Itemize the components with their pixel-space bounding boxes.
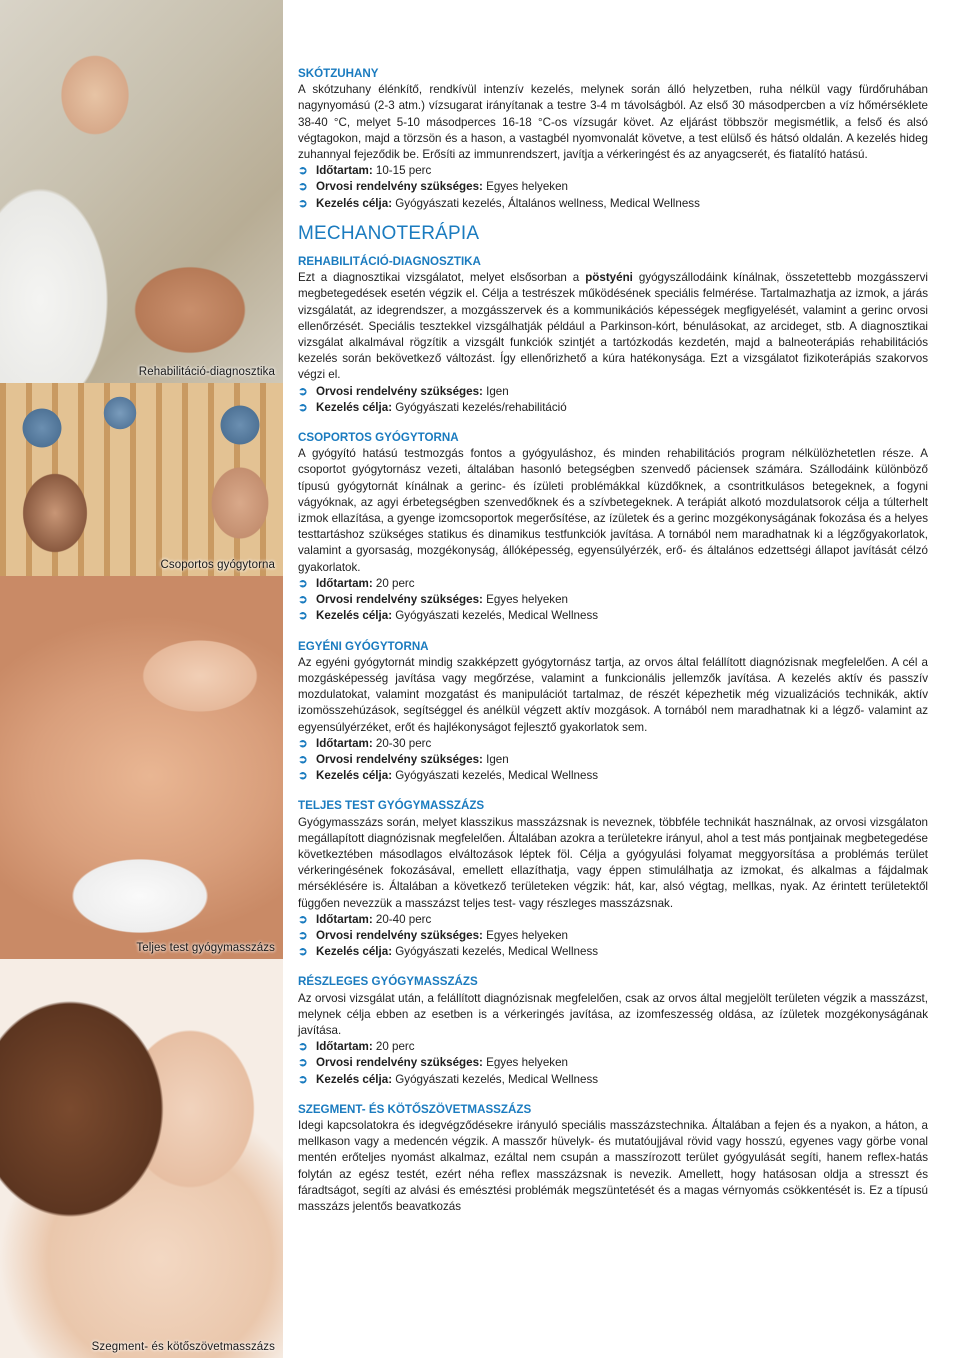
section-text: Az egyéni gyógytornát mindig szakképzett gyógytornász tartja, az orvos által felállított diagnózisnak megfelelően. A cél a mozgásképesség javítása vagy megőrzése, valamint a funkcionális jellemzők javítása. A kezelés aktív és passzív mozdulatokat, valamint mozgatást és manipulációt tartalmaz, de részét képezhetik még vizualizációs technikák, aktív izomösszehúzások, segítséggel és anélkül végzett aktív mozgások. A tornából nem maradhatnak ki a légző- valamint az egyensúlyérzéket, erőt és hajlékonyságot fejlesztő gyakorlatok sem. — [298, 655, 928, 734]
section-egyeni — [298, 639, 928, 785]
bullet-item: ➲ Időtartam: 20 perc — [298, 576, 928, 592]
arrow-right-icon: ➲ — [298, 196, 308, 210]
bullet-item: ➲ Orvosi rendelvény szükséges: Egyes helyeken — [298, 179, 928, 195]
section-szegment — [298, 1102, 928, 1215]
bullet-item: ➲ Kezelés célja: Gyógyászati kezelés, Medical Wellness — [298, 944, 928, 960]
bullet-item: ➲ Kezelés célja: Gyógyászati kezelés, Medical Wellness — [298, 608, 928, 624]
bullet-item: ➲ Orvosi rendelvény szükséges: Egyes helyeken — [298, 1055, 928, 1071]
photo-segment-massage — [0, 959, 283, 1358]
arrow-right-icon: ➲ — [298, 928, 308, 942]
bullet-item: ➲ Kezelés célja: Gyógyászati kezelés, Medical Wellness — [298, 768, 928, 784]
arrow-right-icon: ➲ — [298, 180, 308, 194]
bullet-list — [298, 1039, 928, 1088]
bullet-list — [298, 163, 928, 212]
bullet-list — [298, 736, 928, 785]
chapter-title: MECHANOTERÁPIA — [298, 222, 480, 244]
photo-caption: Csoportos gyógytorna — [160, 559, 275, 571]
photo-caption: Teljes test gyógymasszázs — [136, 942, 275, 954]
section-reszleges — [298, 974, 928, 1087]
photo-group-exercise — [0, 383, 283, 576]
bullet-item: ➲ Orvosi rendelvény szükséges: Igen — [298, 752, 928, 768]
bullet-item: ➲ Orvosi rendelvény szükséges: Egyes helyeken — [298, 592, 928, 608]
section-text: A skótzuhany élénkítő, rendkívül intenzív kezelés, melynek során álló helyzetben, ruha nélkül vagy fürdőruhában nagynyomású (2-3 atm.) vízsugarat irányítanak a testre 3-4 m távolságból. Az első 30 másodpercben a víz hőmérséklete 38-40 °C, melyet 5-10 másodperces 16-18 °C-os vízsugár követ. Az eljárást többször megismétlik, a felső és alsó végtagokon, majd a törzsön és a hason, a vastagbél nyomvonalát követve, a test elülső és hátsó oldalán. A kezelés hideg zuhannyal fejeződik be. Erősíti az immunrendszert, javítja a vérkeringést és az anyagcserét, és fiatalító hatású. — [298, 83, 928, 162]
arrow-right-icon: ➲ — [298, 384, 308, 398]
arrow-right-icon: ➲ — [298, 164, 308, 178]
section-rehab — [298, 254, 928, 416]
arrow-right-icon: ➲ — [298, 1056, 308, 1070]
arrow-right-icon: ➲ — [298, 1040, 308, 1054]
section-text: Idegi kapcsolatokra és idegvégződésekre irányuló speciális masszázstechnika. Általában a fejen és a nyakon, a háton, a mellkason vagy a medencén végzik. A masszőr hüvelyk- és mutatóujjával rövid vagy hosszú, egyenes vagy görbe vonal mentén erőteljes nyomást alkalmaz, ezáltal nem csupán a masszírozott terület gyógyulását segíti, hanem reflex-hatás folytán az egész testét, ezért néha reflex masszázsnak is nevezik. Amellett, hogy hatásosan oldja a stresszt és fáradtságot, segíti az alvási és emésztési problémák megszüntetését és a magas vérnyomás csökkentését is. Ez a típusú masszázs jelentős beavatkozás — [298, 1118, 928, 1213]
arrow-right-icon: ➲ — [298, 736, 308, 750]
bullet-list — [298, 912, 928, 961]
section-text: Gyógymasszázs során, melyet klasszikus masszázsnak is neveznek, többféle technikát használnak, az orvosi vizsgálaton megállapított diagnózisnak megfelelően. Általában azokra a területekre irányul, ahol a test más pontjainak megbetegedése következtében másodlagos elváltozások léptek föl. Célja a gyógyulási folyamat meggyorsítása a problémás terület vérkeringésének fokozásával, emellett ellazíthatja, vagy éppen stimulálhatja az izmokat, és alkalmas a fájdalmak mérséklésére is. Általában a következő területeken végzik: hát, kar, alsó végtag, mellkas, nyak. Az érintett területektől függően nevezzük a masszázst teljes test- vagy részleges masszázsnak. — [298, 815, 928, 910]
arrow-right-icon: ➲ — [298, 576, 308, 590]
photo-rehabilitation — [0, 0, 283, 383]
section-csoportos — [298, 430, 928, 624]
bullet-item: ➲ Időtartam: 20-30 perc — [298, 736, 928, 752]
section-text: Az orvosi vizsgálat után, a felállított diagnózisnak megfelelően, csak az orvos által megjelölt területen végzik a masszázst, melynek célja ebben az esetben is a vérkeringés javítása, az izomfeszesség oldása, az ízületek mozgékonyságának javítása. — [298, 991, 928, 1037]
section-title: REHABILITÁCIÓ-DIAGNOSZTIKA — [298, 255, 481, 269]
section-title: RÉSZLEGES GYÓGYMASSZÁZS — [298, 975, 478, 989]
photo-full-body-massage — [0, 576, 283, 959]
section-text: Ezt a diagnosztikai vizsgálatot, melyet elsősorban a pöstyéni gyógyszállodáink kínálnak, összetettebb mozgásszervi megbetegedések esetén végzik el. Célja a testrészek működésének speciális felmérése. Tartalmazhatja az izmok, a járás vizsgálatát, az idegrendszer, a mozgásszervek és a kommunikációs képességek megfigyelését, valamint a gerinc orvosi ellenőrzését. Speciális tesztekkel vizsgálhatják például a Parkinson-kórt, bénulásokat, az arcideget, stb. A diagnosztikai vizsgálat alkalmával rögzítik a vizsgált funkciók szintjét a tartózkodás kezdetén, majd a balneoterápiás rehabilitációs kezelés során bekövetkező változást. Így ellenőrizhető a kúra hatékonysága. Ezt a vizsgálatot fizikoterápiás szakorvos végzi el. — [298, 271, 928, 382]
arrow-right-icon: ➲ — [298, 912, 308, 926]
bullet-item: ➲ Kezelés célja: Gyógyászati kezelés, Medical Wellness — [298, 1072, 928, 1088]
bullet-list — [298, 576, 928, 625]
photo-caption: Szegment- és kötőszövetmasszázs — [91, 1341, 275, 1353]
content-column — [298, 66, 928, 1229]
section-title: SKÓTZUHANY — [298, 67, 379, 80]
section-skotzuhany — [298, 66, 928, 212]
section-title: SZEGMENT- ÉS KÖTŐSZÖVETMASSZÁZS — [298, 1102, 532, 1116]
section-teljes — [298, 798, 928, 960]
bullet-item: ➲ Időtartam: 20 perc — [298, 1039, 928, 1055]
bullet-item: ➲ Orvosi rendelvény szükséges: Igen — [298, 384, 928, 400]
section-text: A gyógyító hatású testmozgás fontos a gyógyuláshoz, és minden rehabilitációs program nélkülözhetetlen része. A csoportot gyógytornász vezeti, általában hasonló betegségben szenvedő páciensek számára. Szállodáink különböző típusú gyógytornát kínálnak a gerinc- és ízületi problémákkal küzdőknek, a csontritkulásos betegeknek, a fogyni vágyóknak, az agyi érbetegségben szenvedőknek és a szívbetegeknek. A terápiát alkotó mozdulatsorok célja a túlterhelt izmok ellazítása, a gyenge izomcsoportok megerősítése, az ízületek és a gerinc mozgékonyságának fokozása és a helyes testtartáshoz szükséges statikus és dinamikus testfunkciók javítása. A tornából nem maradhatnak ki a légzőgyakorlatok, valamint a gyorsaság, mozgékonyság, állóképesség, egyensúlyérzék, erő- és általános edzettségi állapot javítását célzó gyakorlatok. — [298, 447, 928, 574]
arrow-right-icon: ➲ — [298, 593, 308, 607]
section-title: EGYÉNI GYÓGYTORNA — [298, 639, 429, 653]
arrow-right-icon: ➲ — [298, 400, 308, 414]
section-title: CSOPORTOS GYÓGYTORNA — [298, 431, 459, 445]
arrow-right-icon: ➲ — [298, 752, 308, 766]
arrow-right-icon: ➲ — [298, 769, 308, 783]
arrow-right-icon: ➲ — [298, 1072, 308, 1086]
bullet-item: ➲ Kezelés célja: Gyógyászati kezelés/rehabilitáció — [298, 400, 928, 416]
bullet-item: ➲ Időtartam: 20-40 perc — [298, 912, 928, 928]
bullet-item: ➲ Kezelés célja: Gyógyászati kezelés, Általános wellness, Medical Wellness — [298, 196, 928, 212]
section-title: TELJES TEST GYÓGYMASSZÁZS — [298, 799, 485, 813]
bullet-item: ➲ Időtartam: 10-15 perc — [298, 163, 928, 179]
bullet-item: ➲ Orvosi rendelvény szükséges: Egyes helyeken — [298, 928, 928, 944]
bullet-list — [298, 384, 928, 416]
arrow-right-icon: ➲ — [298, 609, 308, 623]
arrow-right-icon: ➲ — [298, 945, 308, 959]
photo-caption: Rehabilitáció-diagnosztika — [138, 366, 275, 378]
